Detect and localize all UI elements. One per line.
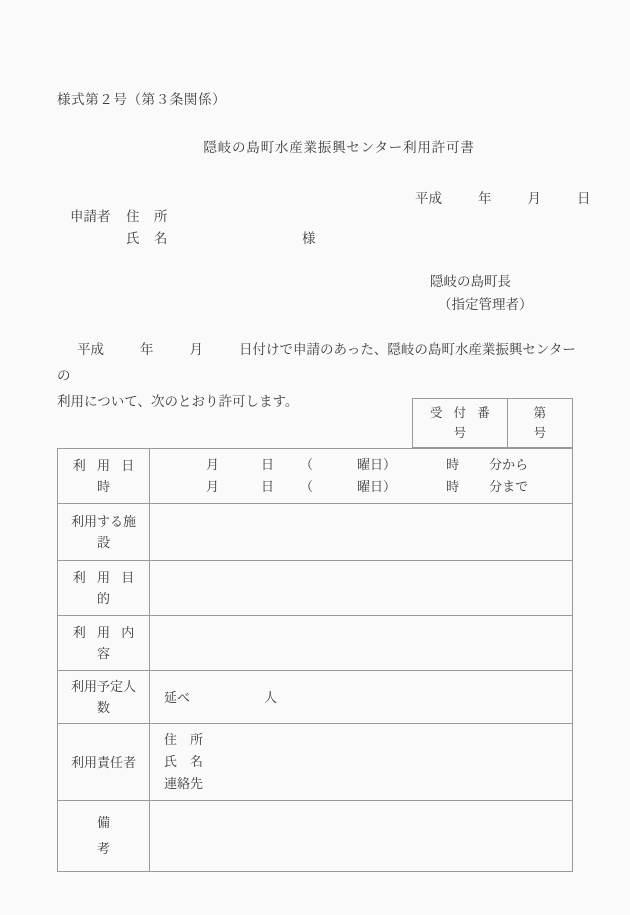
row-value-responsible-person[interactable] — [150, 724, 573, 801]
row-label-facility — [58, 504, 150, 561]
table-row — [58, 449, 573, 504]
to-day-unit: 日 — [261, 479, 275, 494]
receipt-number-value-cell[interactable] — [508, 399, 572, 447]
from-weekday: 曜日） — [357, 457, 397, 472]
label-text: 利 用 日 時 — [72, 458, 139, 494]
body-era: 平成 — [77, 342, 104, 357]
receipt-label-line2: 号 — [453, 426, 467, 440]
to-month-unit: 月 — [206, 479, 220, 494]
table-row — [58, 561, 573, 616]
label-text — [60, 511, 147, 553]
row-label-expected-people — [58, 671, 150, 724]
to-minute-unit: 分まで — [489, 479, 529, 494]
from-paren-open: （ — [300, 457, 314, 472]
table-row — [58, 724, 573, 801]
people-prefix: 延べ — [164, 689, 191, 705]
applicant-address-label: 住 所 — [126, 209, 168, 224]
issue-date-era: 平成 — [415, 191, 442, 206]
issue-date-year-unit: 年 — [478, 191, 492, 206]
table-row — [58, 671, 573, 724]
row-label-remarks — [58, 801, 150, 872]
label-text: 利 用 内 容 — [72, 625, 139, 661]
table-row — [58, 801, 573, 872]
applicant-honorific: 様 — [302, 231, 316, 246]
applicant-name-row — [70, 228, 316, 250]
form-number: 様式第２号（第３条関係） — [57, 92, 227, 107]
applicant-name-label: 氏 名 — [126, 231, 168, 246]
row-value-remarks[interactable] — [150, 801, 573, 872]
people-unit: 人 — [264, 689, 278, 705]
responsible-name: 氏 名 — [164, 754, 204, 769]
issue-date-day-unit: 日 — [577, 191, 591, 206]
from-day-unit: 日 — [261, 457, 275, 472]
usage-datetime-to — [164, 476, 572, 498]
issuer-block — [430, 270, 533, 316]
issuer-role: （指定管理者） — [438, 297, 533, 312]
row-label-purpose — [58, 561, 150, 616]
body-year-unit: 年 — [140, 342, 154, 357]
issuer-name: 隠岐の島町長 — [430, 274, 511, 289]
row-value-facility[interactable] — [150, 504, 573, 561]
table-row — [58, 504, 573, 561]
applicant-block — [70, 206, 316, 250]
body-month-unit: 月 — [189, 342, 203, 357]
responsible-contact: 連絡先 — [164, 776, 204, 791]
issue-date-line — [415, 187, 591, 207]
applicant-address-row — [70, 206, 316, 228]
receipt-value-line1: 第 — [533, 406, 547, 420]
label-text: 利 用 目 的 — [72, 570, 139, 606]
row-label-content — [58, 616, 150, 671]
page-title: 隠岐の島町水産業振興センター利用許可書 — [203, 140, 475, 155]
responsible-address: 住 所 — [164, 732, 204, 747]
label-line1: 備 — [96, 815, 110, 830]
label-line2: 数 — [96, 700, 110, 715]
applicant-label: 申請者 — [70, 209, 111, 224]
to-weekday: 曜日） — [357, 479, 397, 494]
issue-date-month-unit: 月 — [527, 191, 541, 206]
label-text: 利用責任者 — [70, 754, 136, 770]
label-text — [60, 676, 147, 718]
row-value-content[interactable] — [150, 616, 573, 671]
body-line2: 利用について、次のとおり許可します。 — [57, 394, 299, 409]
row-value-usage-datetime[interactable] — [150, 449, 573, 504]
row-label-responsible-person — [58, 724, 150, 801]
to-hour-unit: 時 — [446, 479, 460, 494]
receipt-label-line1: 受 付 番 — [430, 406, 494, 420]
label-line1: 利用予定人 — [70, 679, 136, 694]
from-minute-unit: 分から — [489, 457, 529, 472]
body-line1-tail: 日付けで申請のあった、隠岐の島町水産業振興センターの — [57, 342, 576, 383]
from-hour-unit: 時 — [446, 457, 460, 472]
expected-people-line — [164, 687, 572, 708]
row-label-usage-datetime — [58, 449, 150, 504]
from-month-unit: 月 — [206, 457, 220, 472]
permit-details-table — [57, 448, 573, 872]
receipt-value-line2: 号 — [533, 426, 547, 440]
label-line1: 利用する施 — [70, 514, 136, 529]
usage-datetime-from — [164, 454, 572, 476]
receipt-number-box — [412, 398, 573, 448]
label-line2: 設 — [96, 535, 110, 550]
to-paren-open: （ — [300, 479, 314, 494]
receipt-number-label-cell — [413, 399, 508, 447]
label-line2: 考 — [96, 841, 110, 856]
label-text — [60, 810, 147, 862]
row-value-expected-people[interactable] — [150, 671, 573, 724]
row-value-purpose[interactable] — [150, 561, 573, 616]
table-row — [58, 616, 573, 671]
